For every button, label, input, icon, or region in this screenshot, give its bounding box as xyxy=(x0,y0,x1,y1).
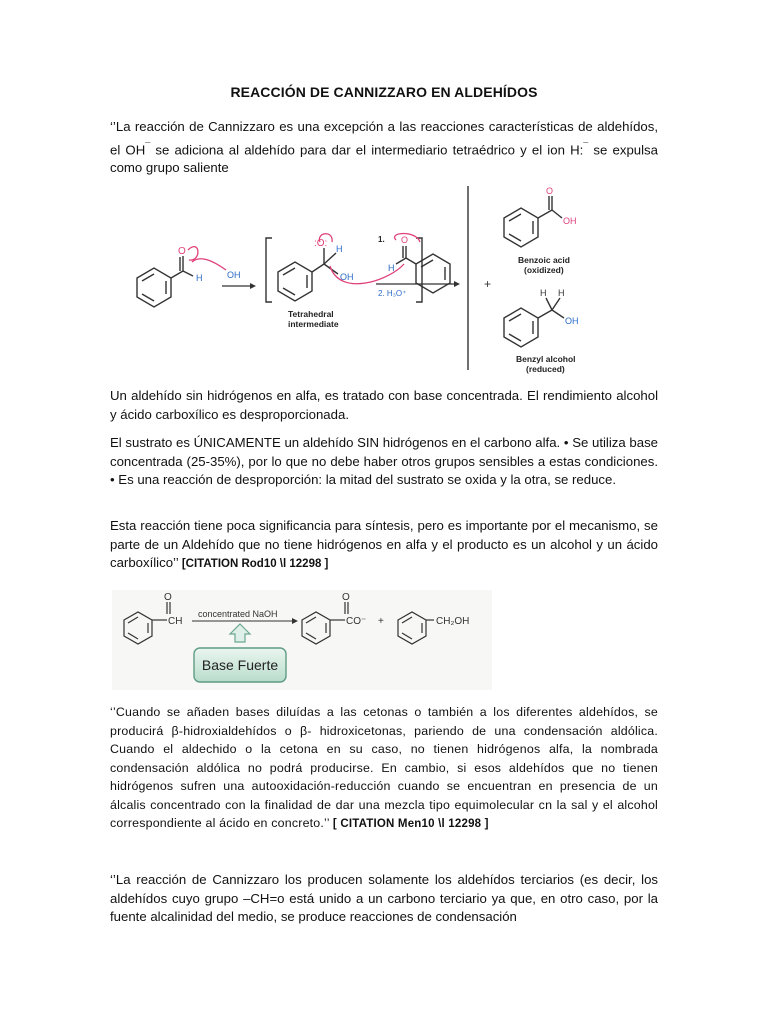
benzyl-oh-label: OH xyxy=(565,316,579,326)
document-title: REACCIÓN DE CANNIZZARO EN ALDEHÍDOS xyxy=(230,84,538,100)
benzyl-alcohol-name: Benzyl alcohol xyxy=(516,354,576,364)
electron-arrow-1 xyxy=(188,247,198,260)
paragraph-6: ‘’La reacción de Cannizzaro los producen solamente los aldehídos terciarios (es decir, los aldehídos cuyo grupo –CH=o está unido a un carbono terciario ya que, en otro caso, por la fuente alcalinidad del medio, se produce reacciones de condensación xyxy=(110,872,658,924)
reactant-ch-label: CH xyxy=(168,616,183,627)
intro-superscript-1: ¯ xyxy=(145,140,151,151)
benzyl-alcohol-note: (reduced) xyxy=(526,364,565,374)
citation-men10: [ CITATION Men10 \l 12298 ] xyxy=(332,818,489,830)
intermediate-h-label: H xyxy=(336,244,343,254)
cannizzaro-summary-figure xyxy=(112,590,492,690)
hydroxide-label: OH xyxy=(227,270,241,280)
paragraph-5-text: ‘’Cuando se añaden bases diluídas a las cetonas o también a los diferentes aldehídos, se producirá β-hidroxialdehídos o β- hidroxicetonas, pariendo de una condensación aldólica. Cuando el aldechido o la cetona en su caso, no tienen hidrógenos alfa, la nombrada condensación aldólica no podrá producirse. En cambio, si esos aldehídos que no tienen hidrógenos sufren una autooxidación-reducción cuando se encuentran en presencia de un álcalis concentrado con la finalidad de dar una mezcla tipo equimolecular cn la sal y el alcohol correspondiente al ácido en concreto.’’ xyxy=(110,705,658,830)
intro-text-c: se expulsa como grupo saliente xyxy=(110,141,658,176)
intro-superscript-2: ¯ xyxy=(583,140,589,151)
paragraph-3: El sustrato es ÚNICAMENTE un aldehído SIN hidrógenos en el carbono alfa. • Se utiliza base concentrada (25-35%), por lo que no debe haber otros grupos sensibles a estas condiciones. • Es una reacción de desproporción: la mitad del sustrato se oxida y la otra, se reduce. xyxy=(110,435,658,487)
intro-text-a: ‘’La reacción de Cannizzaro es una excepción a las reacciones características de aldehídos, el OH xyxy=(110,119,658,157)
second-aldehyde-h-label: H xyxy=(388,263,395,273)
benzoic-o-label: O xyxy=(546,186,554,196)
benzaldehyde-o-label: O xyxy=(178,246,186,257)
product-o-label: O xyxy=(342,592,350,603)
benzoic-acid-name: Benzoic acid xyxy=(518,255,570,265)
paragraph-5 xyxy=(110,703,658,834)
plus-sign-1: + xyxy=(484,277,492,291)
second-aldehyde-structure xyxy=(396,246,450,293)
paragraph-intro xyxy=(110,118,658,178)
paragraph-4-text: Esta reacción tiene poca significancia para síntesis, pero es importante por el mecanismo, se parte de un Aldehído que no tiene hidrógenos en alfa y el producto es un alcohol y un ácido carboxílico’’ xyxy=(110,518,658,570)
base-fuerte-label: Base Fuerte xyxy=(201,657,279,673)
reagent-label: concentrated NaOH xyxy=(198,609,278,619)
paragraph-2: Un aldehído sin hidrógenos en alfa, es tratado con base concentrada. El rendimiento alcohol y ácido carboxílico es desproporcionada. xyxy=(110,388,658,422)
plus-sign-2: + xyxy=(378,616,384,627)
tetrahedral-label-2: intermediate xyxy=(288,319,339,329)
benzoic-oh-label: OH xyxy=(563,216,577,226)
intro-text-b: se adiciona al aldehído para dar el intermediario tetraédrico y el ion H: xyxy=(150,141,584,157)
electron-arrow-2 xyxy=(192,259,226,270)
benzyl-h-label-1: H xyxy=(540,288,547,298)
benzaldehyde-structure xyxy=(137,256,193,307)
tetrahedral-label-1: Tetrahedral xyxy=(288,309,334,319)
reactant-o-label: O xyxy=(164,592,172,603)
benzoic-acid-note: (oxidized) xyxy=(524,265,564,275)
benzoic-acid-structure xyxy=(504,196,562,247)
intermediate-structure xyxy=(278,248,338,301)
step-2-label: 2. H₃O⁺ xyxy=(378,289,407,298)
citation-rod10: [CITATION Rod10 \l 12298 ] xyxy=(181,558,329,570)
product-ch2oh-label: CH₂OH xyxy=(436,616,470,627)
intermediate-o-label: :O: xyxy=(314,238,328,249)
benzyl-alcohol-structure xyxy=(504,298,564,347)
cannizzaro-mechanism-figure xyxy=(120,180,620,380)
product-carboxylate-label: CO⁻ xyxy=(346,616,367,627)
step-1-label: 1. xyxy=(378,235,385,244)
intermediate-oh-label: OH xyxy=(340,272,354,282)
second-aldehyde-o-label: O xyxy=(401,235,409,245)
paragraph-4 xyxy=(110,517,658,574)
benzyl-h-label-2: H xyxy=(558,288,565,298)
benzaldehyde-h-label: H xyxy=(196,273,203,283)
